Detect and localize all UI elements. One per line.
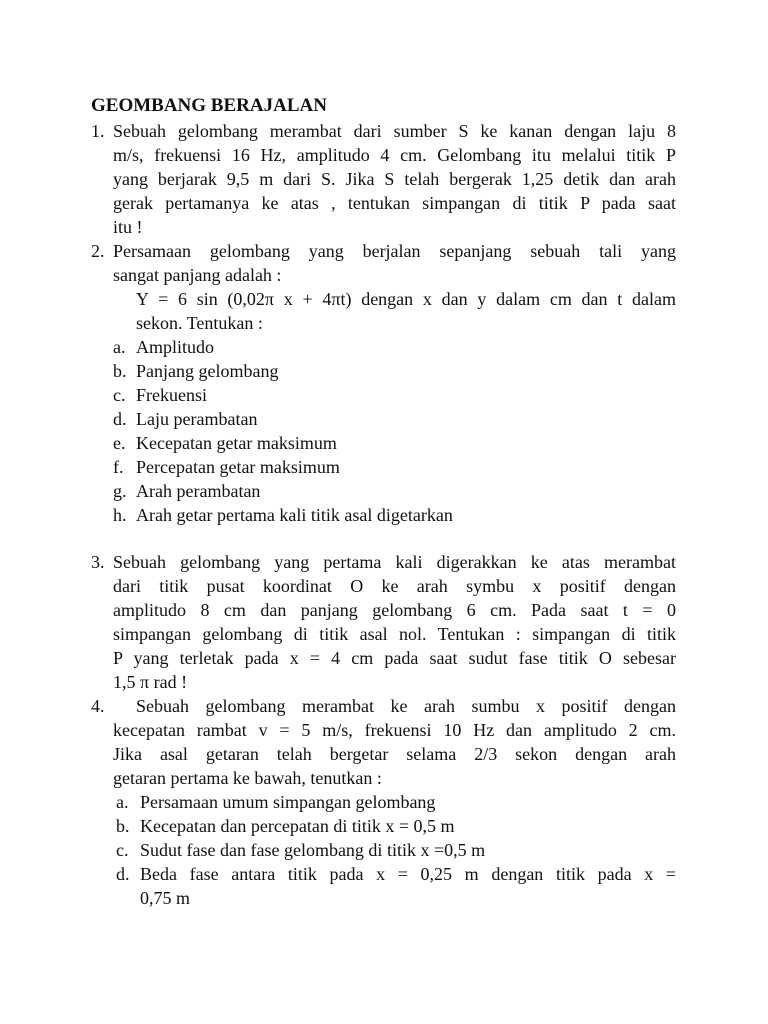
question-text-line: getaran pertama ke bawah, tenutkan : — [113, 768, 382, 788]
question-text-line: 1,5 π rad ! — [113, 672, 188, 692]
sub-question-letter: d. — [113, 409, 127, 429]
question-text-line: m/s, frekuensi 16 Hz, amplitudo 4 cm. Gelombang itu melalui titik P — [113, 145, 676, 165]
question-text-line: yang berjarak 9,5 m dari S. Jika S telah bergerak 1,25 detik dan arah — [113, 169, 676, 189]
sub-question-letter: c. — [116, 840, 129, 860]
question-text-line: simpangan gelombang di titik asal nol. Tentukan : simpangan di titik — [113, 624, 676, 644]
sub-question-letter: c. — [113, 385, 126, 405]
question-text-line: amplitudo 8 cm dan panjang gelombang 6 cm. Pada saat t = 0 — [113, 600, 676, 620]
question-text-line: Sebuah gelombang merambat dari sumber S ke kanan dengan laju 8 — [113, 121, 676, 141]
question-number: 3. — [91, 552, 105, 572]
question-text-line: Persamaan gelombang yang berjalan sepanjang sebuah tali yang — [113, 241, 676, 261]
sub-question-text: Kecepatan getar maksimum — [136, 433, 337, 453]
question-text-line: P yang terletak pada x = 4 cm pada saat sudut fase titik O sebesar — [113, 648, 676, 668]
sub-question-text: Sudut fase dan fase gelombang di titik x =0,5 m — [140, 840, 486, 860]
sub-question-letter: g. — [113, 481, 127, 501]
sub-question-letter: f. — [113, 457, 124, 477]
sub-question-text: Persamaan umum simpangan gelombang — [140, 792, 436, 812]
question-text-line: gerak pertamanya ke atas , tentukan simpangan di titik P pada saat — [113, 193, 676, 213]
sub-question-text: Beda fase antara titik pada x = 0,25 m dengan titik pada x = — [140, 864, 676, 884]
question-text-line: sangat panjang adalah : — [113, 265, 282, 285]
sub-question-text: Panjang gelombang — [136, 361, 279, 381]
sub-question-letter: a. — [116, 792, 129, 812]
sub-question-text: Arah perambatan — [136, 481, 261, 501]
sub-question-text: Frekuensi — [136, 385, 207, 405]
question-text-line: sekon. Tentukan : — [136, 313, 263, 333]
sub-question-letter: b. — [113, 361, 127, 381]
sub-question-text: Laju perambatan — [136, 409, 258, 429]
question-text-line: Sebuah gelombang yang pertama kali digerakkan ke atas merambat — [113, 552, 676, 572]
question-text-line: Sebuah gelombang merambat ke arah sumbu x positif dengan — [136, 696, 676, 716]
question-text-line: Jika asal getaran telah bergetar selama 2/3 sekon dengan arah — [113, 744, 676, 764]
sub-question-text: Arah getar pertama kali titik asal digetarkan — [136, 505, 453, 525]
question-number: 4. — [91, 696, 105, 716]
sub-question-letter: b. — [116, 816, 130, 836]
sub-question-text: Percepatan getar maksimum — [136, 457, 340, 477]
sub-question-text: 0,75 m — [140, 888, 191, 908]
question-text-line: dari titik pusat koordinat O ke arah symbu x positif dengan — [113, 576, 676, 596]
question-text-line: itu ! — [113, 217, 143, 237]
sub-question-letter: d. — [116, 864, 130, 884]
question-number: 2. — [91, 241, 105, 261]
question-number: 1. — [91, 121, 105, 141]
sub-question-text: Kecepatan dan percepatan di titik x = 0,5 m — [140, 816, 455, 836]
document-title: GEOMBANG BERAJALAN — [91, 95, 327, 116]
wave-equation: Y = 6 sin (0,02π x + 4πt) dengan x dan y dalam cm dan t dalam — [136, 289, 676, 309]
sub-question-letter: a. — [113, 337, 126, 357]
sub-question-letter: h. — [113, 505, 127, 525]
sub-question-letter: e. — [113, 433, 126, 453]
question-text-line: kecepatan rambat v = 5 m/s, frekuensi 10 Hz dan amplitudo 2 cm. — [113, 720, 676, 740]
sub-question-text: Amplitudo — [136, 337, 215, 357]
